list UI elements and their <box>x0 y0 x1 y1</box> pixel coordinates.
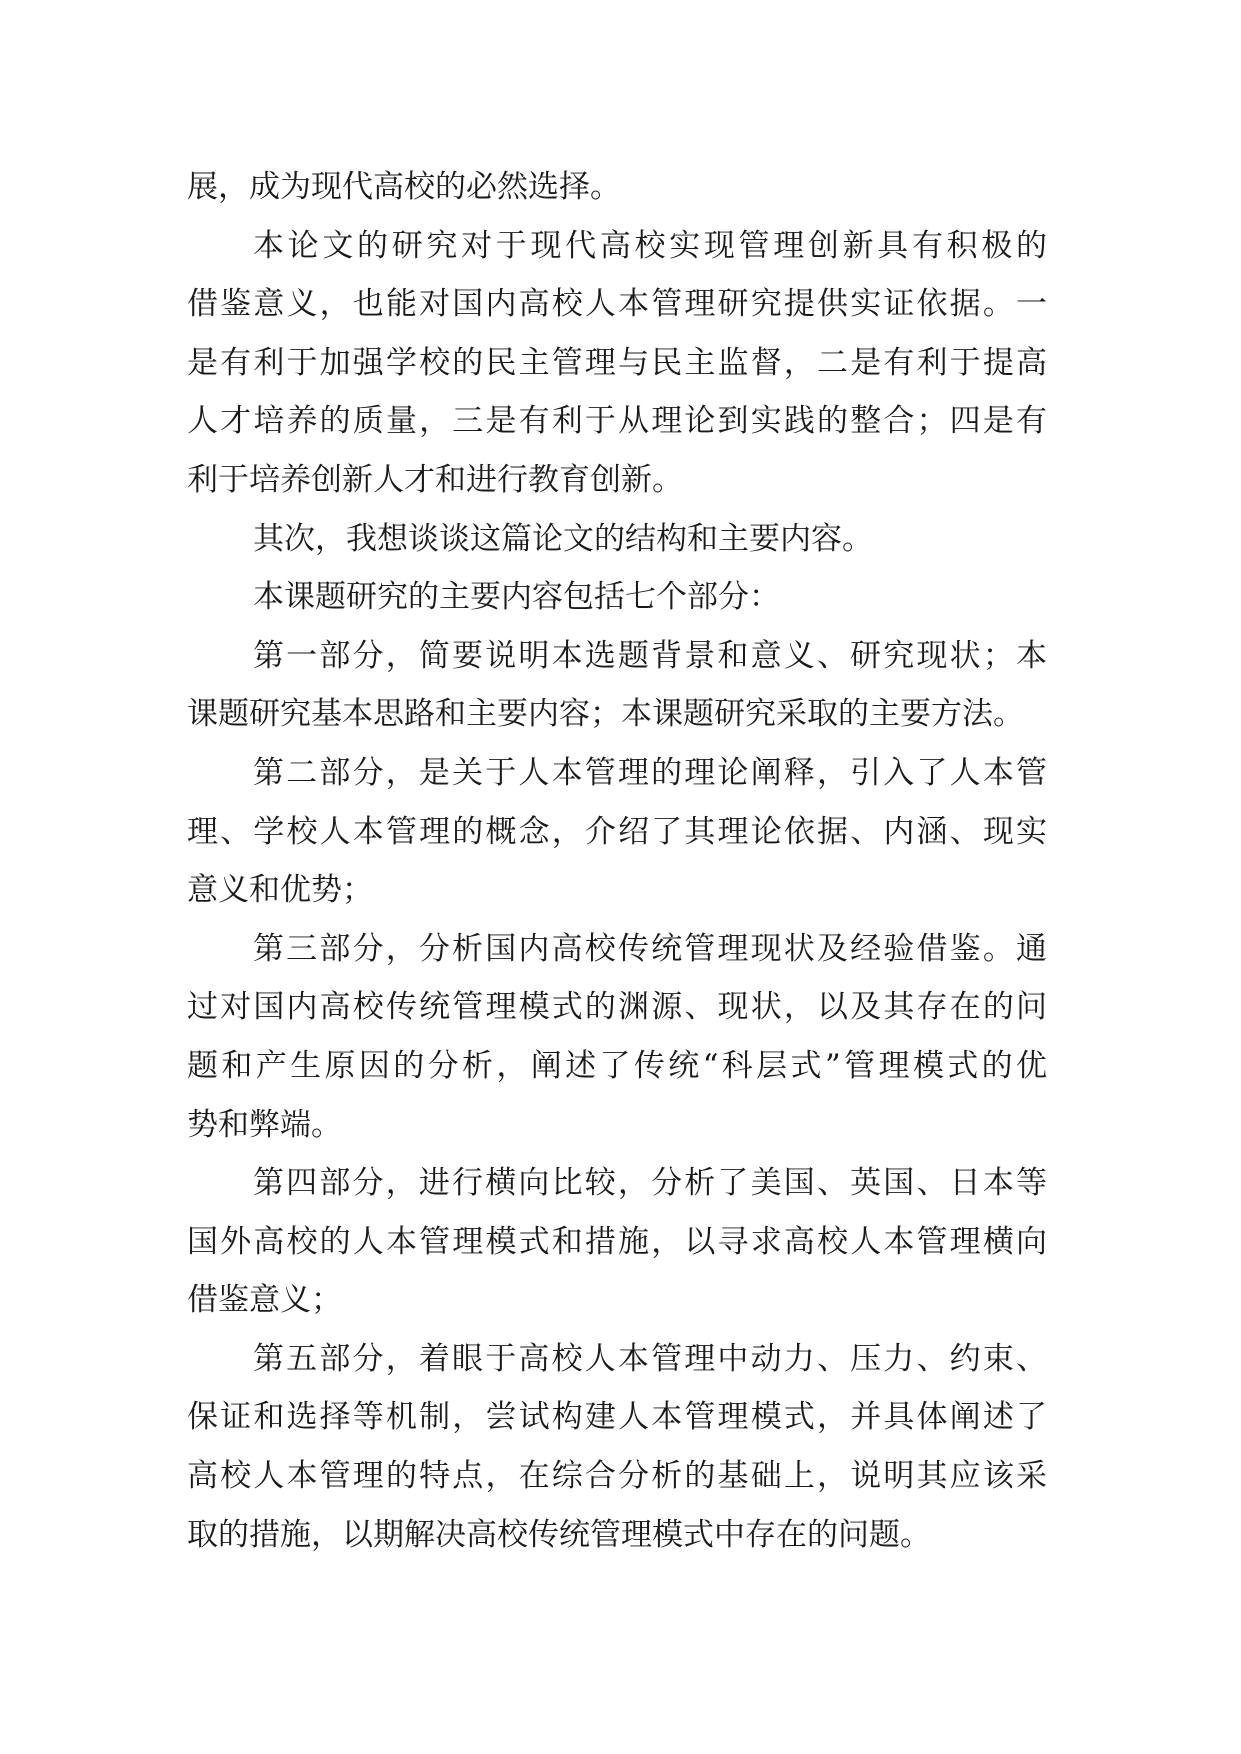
text-line: 第四部分，进行横向比较，分析了美国、英国、日本等 <box>253 1165 1047 1202</box>
text-line: 国外高校的人本管理模式和措施，以寻求高校人本管理横向 <box>187 1223 1047 1260</box>
text-line: 题和产生原因的分析，阐述了传统“科层式”管理模式的优 <box>187 1047 1047 1084</box>
text-line: 本论文的研究对于现代高校实现管理创新具有积极的 <box>253 227 1047 264</box>
text-line: 第二部分，是关于人本管理的理论阐释，引入了人本管 <box>253 754 1047 791</box>
text-line: 理、学校人本管理的概念，介绍了其理论依据、内涵、现实 <box>187 813 1047 850</box>
text-line: 取的措施，以期解决高校传统管理模式中存在的问题。 <box>187 1516 931 1553</box>
text-line: 高校人本管理的特点，在综合分析的基础上，说明其应该采 <box>187 1458 1047 1495</box>
text-line: 利于培养创新人才和进行教育创新。 <box>187 461 683 498</box>
text-line: 势和弊端。 <box>187 1106 342 1143</box>
text-line: 课题研究基本思路和主要内容；本课题研究采取的主要方法。 <box>187 696 1024 733</box>
text-line: 第五部分，着眼于高校人本管理中动力、压力、约束、 <box>253 1340 1047 1377</box>
text-line: 保证和选择等机制，尝试构建人本管理模式，并具体阐述了 <box>187 1399 1047 1436</box>
text-line: 第三部分，分析国内高校传统管理现状及经验借鉴。通 <box>253 930 1047 967</box>
document-body <box>187 158 1047 1564</box>
text-line: 借鉴意义； <box>187 1282 342 1319</box>
text-line: 意义和优势； <box>187 872 373 909</box>
text-line: 人才培养的质量，三是有利于从理论到实践的整合；四是有 <box>187 403 1047 440</box>
text-line: 其次，我想谈谈这篇论文的结构和主要内容。 <box>253 520 873 557</box>
text-line: 第一部分，简要说明本选题背景和意义、研究现状；本 <box>253 637 1047 674</box>
text-line: 本课题研究的主要内容包括七个部分： <box>253 579 780 616</box>
text-line: 是有利于加强学校的民主管理与民主监督，二是有利于提高 <box>187 344 1047 381</box>
text-line: 展，成为现代高校的必然选择。 <box>187 169 621 205</box>
text-line: 借鉴意义，也能对国内高校人本管理研究提供实证依据。一 <box>187 286 1047 323</box>
text-line: 过对国内高校传统管理模式的渊源、现状，以及其存在的问 <box>187 989 1047 1026</box>
